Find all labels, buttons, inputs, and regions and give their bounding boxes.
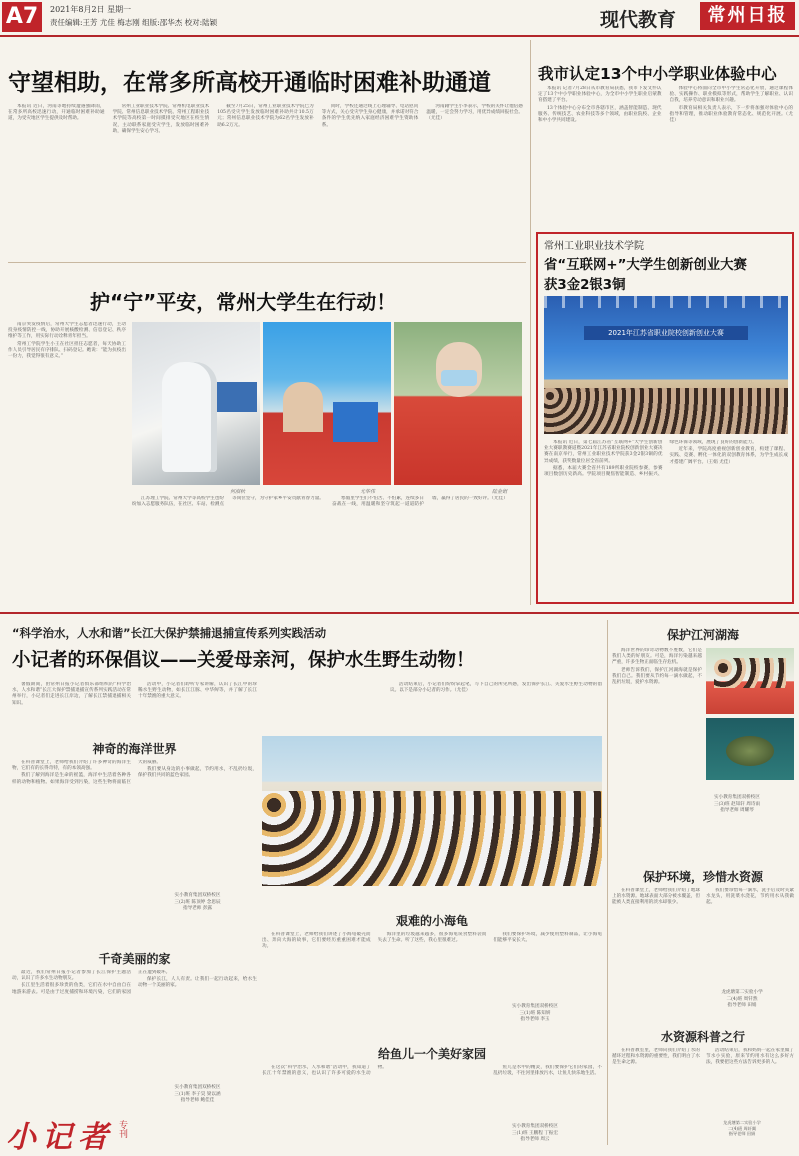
section-name: 现代教育 — [600, 9, 677, 31]
paragraph: 本报讯 记者7月28日从市教育局获悉，我市下发文件认定了13个中小学职业体验中心，为全市中小学生职业启蒙教育搭建了平台。 — [538, 86, 662, 104]
paragraph: 常州工业职业技术学院、常州机电职业技术学院、常州信息职业技术学院、常州工程职业技术学院等高校第一时间摸排受灾地区在校生情况，主动联系家庭受灾学生，发放临时困难补助，确保学生安心学习。 — [112, 104, 210, 134]
story-eco-intro — [12, 682, 257, 732]
paragraph: 截至7月25日，常州工业职业技术学院已为105名受灾学生发放临时困难补助共计10.5万元；常州信息职业技术学院为62名学生发放补助6.2万元。 — [217, 104, 314, 128]
essay-water-science-body — [612, 1048, 794, 1120]
essay-ocean-body — [12, 760, 257, 868]
paragraph: 江苏理工学院、常州大学等高校学生也纷纷加入志愿服务队伍，在社区、车站、检测点等岗位坚守，为守护家乡平安贡献青春力量。 — [132, 496, 324, 508]
photo-credit-2: 尤华伟 — [360, 489, 376, 495]
paragraph: 寒假里学生们不怕苦、不怕累，连续多日奋战在一线，用温暖和坚守筑起一道道防护墙，赢得了居民的一致好评。（尤佳） — [332, 496, 508, 508]
children-crowd — [262, 791, 602, 886]
paragraph: 本报讯 近日，河南等地持续遭遇强降雨，在常多所高校迅速行动，开通临时困难补助通道，为受灾地区学生提供及时帮助。 — [8, 104, 105, 122]
column-divider — [530, 40, 531, 605]
paragraph: 13个体验中心分布全市各辖市区，涵盖智能制造、现代服务、传统技艺、农业科技等多个领域，由职业院校、企业和中小学共同建设。 — [538, 105, 662, 124]
protective-suit — [162, 362, 217, 472]
paragraph: 长江里生活着很多珍贵的鱼类，它们在水中自由自在地游来游去。可是由于过度捕捞和环境污染，它们的家园正在遭到破坏。 — [12, 970, 171, 995]
paragraph: 海洋世界的珍奇动物数不胜数，它们是我们人类的好朋友。可是，海洋污染越来越严重，许多生物正面临生存危机。 — [612, 648, 702, 666]
essay-rivers-title: 保护江河湖海 — [666, 628, 739, 642]
issue-date: 2021年8月2日 星期一 — [50, 5, 132, 14]
paragraph: 我们要保护环境，减少使用塑料制品，让小海龟们能够平安长大。 — [493, 932, 602, 944]
story-innovation-body — [544, 440, 788, 598]
essay-rivers-credit: 实小教育集团双桥校区 三(3)班 赵知轩 周诗雨 指导老师 周耀琴 — [713, 795, 761, 813]
story-subsidy-body — [8, 104, 523, 254]
stage-banner: 2021年江苏省职业院校创新创业大赛 — [584, 326, 748, 340]
story-innovation-kicker: 常州工业职业技术学院 — [544, 241, 644, 252]
turtle-shell — [726, 736, 774, 766]
essay-fish-credit: 实小教育集团双桥校区 三(1)班 王鹏程 丁振宏 指导老师 周云 — [511, 1124, 559, 1142]
paragraph: 老师告诉我们，保护江河湖海就是保护我们自己。我们要从节约每一滴水做起，不乱扔垃圾，爱护水资源。 — [612, 667, 702, 686]
paragraph: 近年来，学院高度重视创新创业教育，构建了课程、实践、竞赛、孵化一体化的双创教育体系，为学生成长成才搭建广阔平台。（王娟 尤佳） — [669, 447, 788, 465]
volunteer-head — [283, 382, 323, 432]
essay-fish-body — [262, 1065, 602, 1127]
story-volunteers-bottom-body — [132, 496, 524, 606]
essay-rivers-body — [612, 648, 702, 778]
audience — [544, 388, 788, 434]
story-centers-headline: 我市认定13个中小学职业体验中心 — [538, 65, 777, 83]
photo-credit-1: 何淑秋 — [230, 489, 246, 495]
paragraph: 暑假期间，由常州日报小记者俱乐部组织的“科学治水，人水和谐”长江大保护禁捕退捕宣传系列实践活动在常州举行，小记者们走进长江岸边，了解长江禁捕退捕相关知识。 — [12, 682, 131, 706]
sea-turtle-photo — [706, 718, 794, 780]
section-divider — [8, 262, 526, 263]
tent — [333, 402, 378, 442]
editors-line: 责任编辑:王芳 尤佳 梅志刚 组版:邵华杰 校对:陆颖 — [50, 18, 218, 27]
story-eco-kicker: “科学治水，人水和谐”长江大保护禁捕退捕宣传系列实践活动 — [12, 626, 327, 640]
paragraph: 本报讯 近日，第七届江苏省“互联网+”大学生创新创业大赛职教赛道暨2021年江苏省职业院校创新创业大赛决赛在南京举行，常州工业职业技术学院获3金2银3铜的优异成绩，获奖数量位居全省前列。 — [544, 440, 663, 464]
children-faces — [714, 658, 786, 688]
column-divider-lower — [607, 620, 608, 1145]
blue-canopy — [217, 382, 257, 412]
essay-turtle-body — [262, 932, 602, 1014]
paper-logo: 常州日报 — [700, 2, 795, 30]
paragraph: 在这次“科学治水，人水和谐”活动中，我知道了长江十年禁渔的意义，也认识了许多可爱的水生动物。 — [262, 1065, 387, 1077]
paragraph: 保护长江，人人有责。让我们一起行动起来，给水生动物一个美丽的家。 — [138, 977, 257, 989]
paragraph: 最近，我们常州日报小记者参加了长江保护主题活动，认识了许多水生动物朋友。 — [12, 970, 131, 982]
photo-credit-3: 陆金娟 — [492, 489, 508, 495]
paragraph: 我们了解到海洋是生命的摇篮，海洋中生活着各种各样的动物和植物。如果海洋受到污染，这些生物将面临巨大的威胁。 — [12, 760, 161, 785]
essay-save-water-body — [612, 888, 794, 988]
children-photo — [706, 648, 794, 714]
paragraph: 活动结束后，我和妈妈一起在家里做了节水小实验，原来节约用水有这么多好方法，我要把这些方法告诉更多的人。 — [706, 1048, 794, 1066]
face-mask — [441, 370, 477, 386]
masthead-rule — [0, 35, 799, 37]
essay-water-science-credit: 龙虎塘第二实验小学 二(4)班 周轩阗 指导老师 田娟 — [723, 1120, 761, 1137]
reporters-group-photo — [262, 736, 602, 886]
stage-lights — [544, 296, 788, 308]
story-volunteers-headline: 护“宁”平安，常州大学生在行动！ — [90, 290, 397, 314]
story-innovation-headline-2: 获3金2银3铜 — [544, 278, 626, 293]
essay-home-title: 千奇美丽的家 — [98, 952, 171, 966]
story-innovation-headline-1: 省“互联网+”大学生创新创业大赛 — [544, 258, 747, 273]
paragraph: 常州工学院学生小王在社区担任志愿者，每天协助工作人员引导居民有序排队、扫码登记。她说：“能为抗疫出一份力，我觉得很有意义。” — [8, 341, 126, 360]
page-number: A7 — [2, 2, 42, 32]
paragraph: 同时，学校还通过线上心理辅导、电话慰问等方式，关心受灾学生身心健康，并承诺对符合条件的学生优先纳入家庭经济困难学生资助体系。 — [321, 104, 419, 128]
paragraph: 海洋里的垃圾越来越多，很多海龟误食塑料袋而失去了生命。听了这些，我心里很难过。 — [377, 932, 487, 944]
essay-turtle-title: 艰难的小海龟 — [395, 914, 468, 928]
award-ceremony-photo — [544, 296, 788, 434]
story-eco-headline: 小记者的环保倡议——关爱母亲河，保护水生野生动物！ — [12, 650, 475, 671]
essay-water-science-title: 水资源科普之行 — [660, 1030, 745, 1044]
essay-home-credit: 实小教育集团双桥校区 三(1)班 李子昊 梁以涵 指导老师 鲍佳佳 — [174, 1085, 221, 1103]
paragraph: 鱼儿是水中的精灵，我们要保护它们的家园，不乱扔垃圾，不往河里排放污水，让鱼儿快乐地生活。 — [493, 1065, 602, 1077]
story-eco-intro-right — [390, 682, 602, 730]
volunteer-photo-portrait — [394, 322, 522, 485]
paragraph: 在科普教室里，老师向我们介绍了水的循环过程和水资源的重要性，我们明白了水是生命之源。 — [612, 1048, 700, 1066]
paragraph: 市教育局相关负责人表示，下一步将加强对体验中心的指导和管理，推动职业体验教育常态化、规范化开展。（尤佳） — [669, 105, 793, 124]
paragraph: 活动结束后，小记者们纷纷拿起笔，写下自己的所见所感，发出保护长江、关爱水生野生动物的倡议。以下是部分小记者的习作。（尤佳） — [390, 682, 602, 694]
story-subsidy-headline: 守望相助，在常多所高校开通临时困难补助通道 — [8, 70, 491, 96]
essay-ocean-title: 神奇的海洋世界 — [92, 742, 177, 756]
essay-save-water-credit: 龙虎塘第二实验小学 二(4)班 周钎然 指导老师 田娟 — [721, 990, 763, 1008]
essay-ocean-credit: 实小教育集团双桥校区 三(2)班 陈顶婷 念思辰 指导老师 彭露 — [174, 893, 221, 911]
paragraph: 据悉，本届大赛全省共有189所职业院校参赛，参赛项目数创历史新高。学院项目聚焦智能制造、乡村振兴、绿色环保等领域，展现了良好的创新能力。 — [544, 440, 757, 478]
story-innovation-box — [536, 232, 794, 604]
paragraph: 河南籍学生小李表示，学校的关怀让他倍感温暖，一定会努力学习，用优异成绩回报社会。（尤佳） — [426, 104, 523, 122]
volunteer-photo-testing — [132, 322, 260, 485]
essay-fish-title: 给鱼儿一个美好家园 — [377, 1047, 486, 1061]
story-centers-body — [538, 86, 793, 226]
paragraph: 活动中，小记者们聆听专家讲解，认识了长江中的珍稀水生野生动物，如长江江豚、中华鲟等，并了解了长江十年禁渔的重大意义。 — [138, 682, 257, 700]
paragraph: 体验中心将面向全市中小学生常态化开放，通过课程体验、实践操作、职业模拟等形式，帮助学生了解职业、认识自我，培养劳动意识和职业兴趣。 — [669, 86, 793, 104]
paragraph: 在科普课堂上，老师给我们讲述了小海龟破壳而出、奔向大海的故事，它们要经历重重困难才能成功。 — [262, 932, 371, 950]
volunteer-photo-registration — [263, 322, 391, 485]
paragraph: 南京突发疫情后，常州大学生志愿者迅速行动，主动投身疫情防控一线，协助开展核酸检测、信息登记、秩序维护等工作，用实际行动诠释青年担当。 — [8, 322, 126, 340]
essay-save-water-title: 保护环境，珍惜水资源 — [642, 870, 763, 884]
paragraph: 我们要珍惜每一滴水，洗手后及时关紧水龙头，用洗菜水浇花，节约用水从我做起。 — [706, 888, 794, 906]
paragraph: 在科普课堂上，老师给我们介绍了许多神奇的海洋生物，它们有的长得奇特，有的本领高强。 — [12, 760, 131, 772]
section-rule — [0, 612, 799, 614]
little-reporter-logo: 小记者 — [6, 1120, 114, 1155]
story-volunteers-left-column — [8, 322, 126, 607]
essay-turtle-credit: 实小教育集团双桥校区 三(1)班 陈知妍 指导老师 李玉 — [512, 1004, 558, 1022]
essay-home-body — [12, 970, 257, 1082]
paragraph: 我们要从身边的小事做起，节约用水，不乱扔垃圾，保护我们共同的蓝色家园。 — [138, 767, 257, 779]
little-reporter-suffix: 专刊 — [117, 1120, 127, 1138]
paragraph: 在科普课堂上，老师给我们介绍了地球上的水资源。地球表面大部分被水覆盖，但能被人类直接利用的淡水却很少。 — [612, 888, 700, 906]
